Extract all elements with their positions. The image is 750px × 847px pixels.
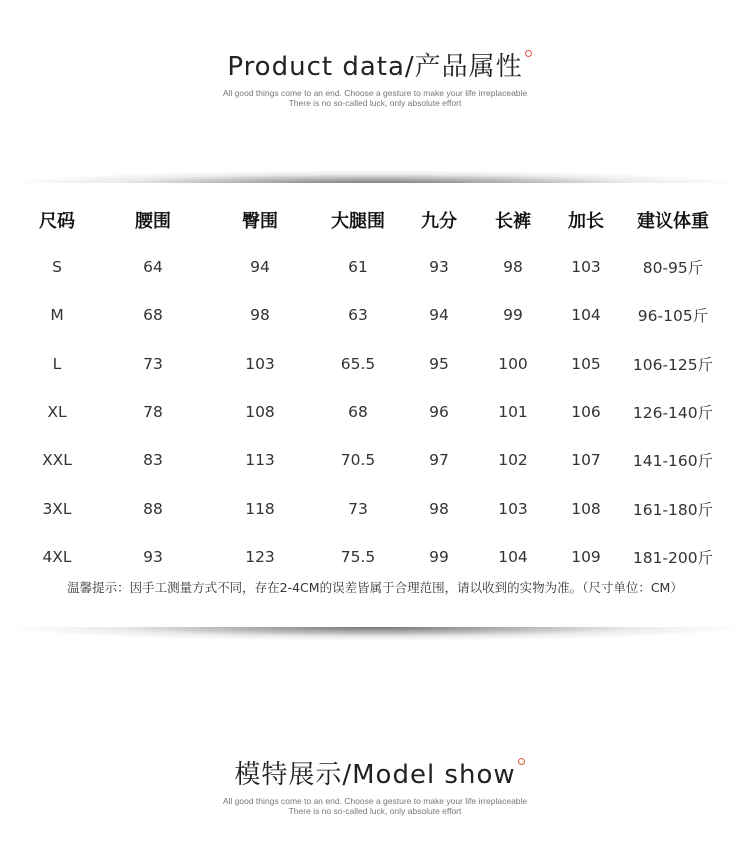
table-cell: 95 xyxy=(429,354,449,373)
table-row xyxy=(20,484,730,532)
table-cell: 94 xyxy=(250,258,270,277)
column-header: 加长 xyxy=(568,211,604,232)
table-cell: 4XL xyxy=(42,547,72,566)
table-cell: XL xyxy=(47,403,67,422)
table-cell: 99 xyxy=(503,306,523,325)
table-row xyxy=(20,533,730,581)
table-cell: 103 xyxy=(571,258,601,277)
model-show-header xyxy=(0,760,750,816)
table-cell: 98 xyxy=(429,499,449,518)
table-cell: 68 xyxy=(348,403,368,422)
table-cell: 106 xyxy=(571,403,601,422)
table-cell: 80-95斤 xyxy=(642,259,704,278)
table-cell: 161-180斤 xyxy=(632,500,714,519)
table-cell: 65.5 xyxy=(340,354,376,373)
table-cell: 103 xyxy=(498,499,528,518)
table-cell: 93 xyxy=(429,258,449,277)
table-cell: 88 xyxy=(143,499,163,518)
table-header-row xyxy=(20,197,730,243)
table-cell: 105 xyxy=(571,354,601,373)
circle-dot-icon xyxy=(518,758,525,765)
model-show-title xyxy=(234,760,515,790)
table-cell: S xyxy=(52,258,62,277)
product-data-title xyxy=(227,52,522,82)
top-shadow-divider xyxy=(0,170,750,184)
table-cell: 93 xyxy=(143,547,163,566)
header-subtitle-1: All good things come to an end. Choose a gesture to make your life irreplaceable xyxy=(222,796,528,806)
table-cell: 83 xyxy=(143,451,163,470)
table-cell: 96 xyxy=(429,403,449,422)
table-cell: 141-160斤 xyxy=(632,452,714,471)
column-header: 腰围 xyxy=(135,211,171,232)
table-cell: 61 xyxy=(348,258,368,277)
column-header: 九分 xyxy=(421,211,457,232)
table-cell: 63 xyxy=(348,306,368,325)
table-cell: M xyxy=(50,306,64,325)
measurement-note: 温馨提示：因手工测量方式不同，存在2-4CM的误差皆属于合理范围，请以收到的实物为准。（尺寸单位：CM） xyxy=(67,580,683,595)
table-cell: 107 xyxy=(571,451,601,470)
table-cell: 106-125斤 xyxy=(632,355,714,374)
table-cell: 109 xyxy=(571,547,601,566)
table-cell: 100 xyxy=(498,354,528,373)
header-subtitle-2: There is no so-called luck, only absolute effort xyxy=(288,98,462,108)
table-cell: 64 xyxy=(143,258,163,277)
table-row xyxy=(20,436,730,484)
table-cell: 97 xyxy=(429,451,449,470)
table-cell: 75.5 xyxy=(340,547,376,566)
table-cell: 73 xyxy=(143,354,163,373)
table-row xyxy=(20,243,730,291)
bottom-shadow-divider xyxy=(0,627,750,641)
circle-dot-icon xyxy=(525,50,532,57)
table-cell: 70.5 xyxy=(340,451,376,470)
table-cell: 108 xyxy=(245,403,275,422)
table-cell: 73 xyxy=(348,499,368,518)
table-cell: 113 xyxy=(245,451,275,470)
table-cell: 126-140斤 xyxy=(632,404,714,423)
table-cell: 104 xyxy=(498,547,528,566)
size-table xyxy=(20,197,730,581)
table-cell: 94 xyxy=(429,306,449,325)
table-cell: 78 xyxy=(143,403,163,422)
table-row xyxy=(20,291,730,339)
table-cell: 118 xyxy=(245,499,275,518)
column-header: 建议体重 xyxy=(637,211,709,232)
column-header: 尺码 xyxy=(39,211,75,232)
table-cell: 101 xyxy=(498,403,528,422)
table-row xyxy=(20,388,730,436)
table-cell: 68 xyxy=(143,306,163,325)
table-cell: 98 xyxy=(503,258,523,277)
column-header: 长裤 xyxy=(495,211,531,232)
product-data-title-text: Product data/产品属性 xyxy=(227,52,523,82)
header-subtitle-2: There is no so-called luck, only absolute effort xyxy=(288,806,462,816)
table-cell: 103 xyxy=(245,354,275,373)
table-cell: 102 xyxy=(498,451,528,470)
table-cell: 181-200斤 xyxy=(632,548,714,567)
column-header: 臀围 xyxy=(242,211,278,232)
table-cell: 98 xyxy=(250,306,270,325)
product-data-header xyxy=(0,52,750,108)
model-show-title-text: 模特展示/Model show xyxy=(234,760,516,790)
table-cell: 123 xyxy=(245,547,275,566)
table-row xyxy=(20,340,730,388)
table-cell: 108 xyxy=(571,499,601,518)
header-subtitle-1: All good things come to an end. Choose a gesture to make your life irreplaceable xyxy=(222,88,528,98)
table-cell: 104 xyxy=(571,306,601,325)
table-cell: 99 xyxy=(429,547,449,566)
column-header: 大腿围 xyxy=(331,211,385,232)
table-cell: XXL xyxy=(42,451,72,470)
table-cell: 3XL xyxy=(42,499,72,518)
table-cell: L xyxy=(52,354,62,373)
table-cell: 96-105斤 xyxy=(637,307,709,326)
